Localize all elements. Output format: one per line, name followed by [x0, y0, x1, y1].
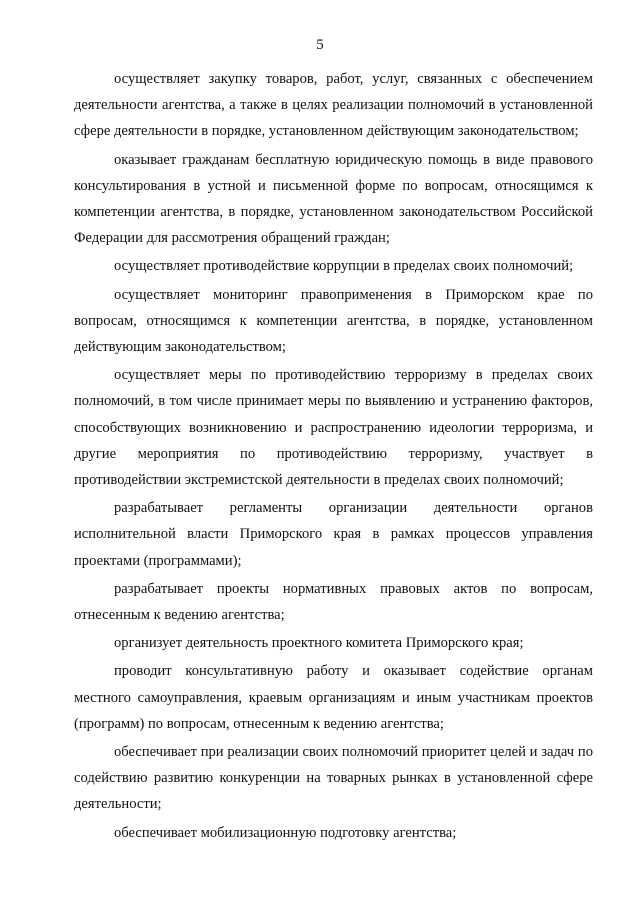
paragraph-procurement: осуществляет закупку товаров, работ, услуг, связанных с обеспечением деятельности агентства, а также в целях реализации полномочий в установленной сфере деятельности в порядке, установленном действующим законодательством;: [74, 71, 593, 140]
paragraph-mobilization: обеспечивает мобилизационную подготовку агентства;: [114, 824, 457, 841]
paragraph-regulations: разрабатывает регламенты организации деятельности органов исполнительной власти Приморского края в рамках процессов управления проектами (программами);: [74, 500, 593, 569]
paragraph-counter-terrorism: осуществляет меры по противодействию терроризму в пределах своих полномочий, в том числе принимает меры по выявлению и устранению факторов, способствующих возникновению и распространению идеологии терроризма, и другие мероприятия по противодействию терроризму, участвует в противодействии экстремистской деятельности в пределах своих полномочий;: [74, 367, 593, 489]
paragraph-draft-acts: разрабатывает проекты нормативных правовых актов по вопросам, отнесенным к ведению агентства;: [74, 580, 593, 624]
paragraph-legal-aid: оказывает гражданам бесплатную юридическую помощь в виде правового консультирования в устной и письменной форме по вопросам, относящимся к компетенции агентства, в порядке, установленном законодательством Российской Федерации для рассмотрения обращений граждан;: [74, 151, 593, 247]
paragraph-project-committee: организует деятельность проектного комитета Приморского края;: [114, 635, 524, 652]
paragraph-anti-corruption: осуществляет противодействие коррупции в пределах своих полномочий;: [114, 258, 574, 275]
paragraph-law-monitoring: осуществляет мониторинг правоприменения в Приморском крае по вопросам, относящимся к компетенции агентства, в порядке, установленном действующим законодательством;: [74, 286, 593, 356]
paragraph-competition: обеспечивает при реализации своих полномочий приоритет целей и задач по содействию развитию конкуренции на товарных рынках в установленной сфере деятельности;: [74, 744, 593, 813]
document-body: [74, 66, 593, 848]
paragraph-consulting: проводит консультативную работу и оказывает содействие органам местного самоуправления, краевым организациям и иным участникам проектов (программ) по вопросам, отнесенным к ведению агентства;: [74, 663, 593, 732]
page-number: 5: [316, 37, 324, 53]
